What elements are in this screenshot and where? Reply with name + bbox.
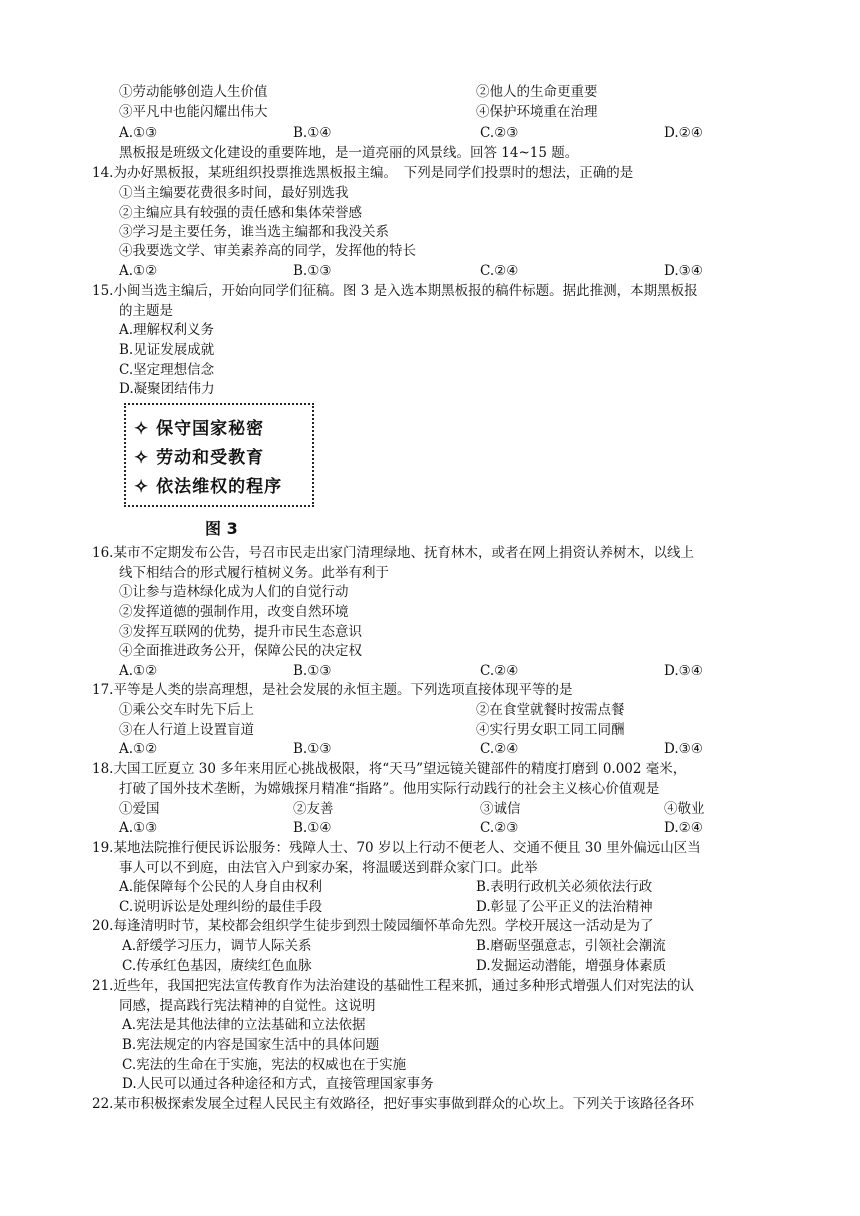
q21-stem-line1: 21.近些年，我国把宪法宣传教育作为法治建设的基础性工程来抓，通过多种形式增强人们对宪法的认: [92, 978, 694, 994]
q14-stem: 14.为办好黑板报，某班组织投票推选黑板报主编。 下列是同学们投票时的想法，正确的是: [92, 165, 634, 181]
q14-option-2: ②主编应具有较强的责任感和集体荣誉感: [119, 205, 362, 221]
q16-stem-line1: 16.某市不定期发布公告，号召市民走出家门清理绿地、抚育林木，或者在网上捐资认养树木，以线上: [92, 545, 694, 561]
q17-choice-d: D.③④: [664, 741, 703, 757]
q19-choice-d: D.彰显了公平正义的法治精神: [476, 899, 653, 915]
q17-option-3: ③在人行道上设置盲道: [119, 722, 254, 738]
q19-choice-b: B.表明行政机关必须依法行政: [476, 879, 653, 895]
q16-option-2: ②发挥道德的强制作用，改变自然环境: [119, 604, 349, 620]
q21-choice-c: C.宪法的生命在于实施，宪法的权威也在于实施: [122, 1057, 407, 1073]
q13-choice-d: D.②④: [664, 125, 703, 141]
q16-choice-d: D.③④: [664, 663, 703, 679]
figure-3-caption: 图 3: [205, 519, 238, 538]
q17-stem: 17.平等是人类的崇高理想，是社会发展的永恒主题。下列选项直接体现平等的是: [92, 682, 573, 698]
q19-choice-c: C.说明诉讼是处理纠纷的最佳手段: [119, 899, 323, 915]
q18-choice-c: C.②③: [480, 820, 519, 836]
q18-option-1: ①爱国: [119, 801, 160, 817]
q21-choice-d: D.人民可以通过各种途径和方式，直接管理国家事务: [122, 1076, 434, 1092]
q17-option-4: ④实行男女职工同工同酬: [476, 722, 625, 738]
q21-choice-a: A.宪法是其他法律的立法基础和立法依据: [122, 1017, 366, 1033]
q14-choice-d: D.③④: [664, 263, 703, 279]
q13-option-2: ②他人的生命更重要: [476, 84, 598, 100]
q13-choice-b: B.①④: [293, 125, 332, 141]
q21-stem-line2: 同感，提高践行宪法精神的自觉性。这说明: [119, 998, 376, 1014]
q20-stem: 20.每逢清明时节，某校都会组织学生徒步到烈士陵园缅怀革命先烈。学校开展这一活动是为了: [92, 918, 654, 934]
q21-choice-b: B.宪法规定的内容是国家生活中的具体问题: [122, 1037, 380, 1053]
q14-choice-b: B.①③: [293, 263, 332, 279]
figure-3-box: [124, 403, 314, 507]
q17-choice-a: A.①②: [119, 741, 158, 757]
q20-choice-d: D.发掘运动潜能，增强身体素质: [476, 958, 667, 974]
q18-stem-line2: 打破了国外技术垄断，为嫦娥探月精准“指路”。他用实际行动践行的社会主义核心价值观是: [119, 781, 660, 797]
q16-option-3: ③发挥互联网的优势，提升市民生态意识: [119, 624, 362, 640]
figure-3-item: ✧ 劳动和受教育: [134, 448, 265, 468]
q14-choice-a: A.①②: [119, 263, 158, 279]
q22-stem-line1: 22.某市积极探索发展全过程人民民主有效路径，把好事实事做到群众的心坎上。下列关于该路径各环: [92, 1096, 694, 1112]
q20-choice-b: B.磨砺坚强意志，引领社会潮流: [476, 938, 666, 954]
q15-choice-c: C.坚定理想信念: [119, 362, 215, 378]
q15-choice-a: A.理解权利义务: [119, 322, 215, 338]
q16-option-1: ①让参与造林绿化成为人们的自觉行动: [119, 584, 349, 600]
q14-option-3: ③学习是主要任务，谁当选主编都和我没关系: [119, 224, 389, 240]
q18-option-3: ③诚信: [480, 801, 521, 817]
q15-choice-b: B.见证发展成就: [119, 342, 215, 358]
q18-option-4: ④敬业: [664, 801, 705, 817]
q18-stem-line1: 18.大国工匠夏立 30 多年来用匠心挑战极限，将“天马”望远镜关键部件的精度打磨到 0.002 毫米，: [92, 761, 687, 777]
q13-option-3: ③平凡中也能闪耀出伟大: [119, 104, 268, 120]
figure-3-item: ✧ 保守国家秘密: [134, 419, 265, 439]
q17-option-2: ②在食堂就餐时按需点餐: [476, 702, 625, 718]
q13-choice-a: A.①③: [119, 125, 158, 141]
q14-option-1: ①当主编要花费很多时间，最好别选我: [119, 185, 349, 201]
q19-choice-a: A.能保障每个公民的人身自由权利: [119, 879, 323, 895]
q17-option-1: ①乘公交车时先下后上: [119, 702, 254, 718]
q17-choice-b: B.①③: [293, 741, 332, 757]
q18-option-2: ②友善: [293, 801, 334, 817]
q20-choice-a: A.舒缓学习压力，调节人际关系: [122, 938, 312, 954]
q16-choice-b: B.①③: [293, 663, 332, 679]
q14-choice-c: C.②④: [480, 263, 519, 279]
q19-stem-line2: 事人可以不到庭，由法官入户到家办案，将温暖送到群众家门口。此举: [119, 860, 538, 876]
q13-option-1: ①劳动能够创造人生价值: [119, 84, 268, 100]
q13-choice-c: C.②③: [480, 125, 519, 141]
q18-choice-d: D.②④: [664, 820, 703, 836]
intro-14-15: 黑板报是班级文化建设的重要阵地，是一道亮丽的风景线。回答 14~15 题。: [119, 145, 579, 161]
figure-3-item: ✧ 依法维权的程序: [134, 477, 283, 497]
q17-choice-c: C.②④: [480, 741, 519, 757]
q15-choice-d: D.凝聚团结伟力: [119, 381, 215, 397]
q16-choice-a: A.①②: [119, 663, 158, 679]
q16-option-4: ④全面推进政务公开，保障公民的决定权: [119, 643, 362, 659]
q18-choice-a: A.①③: [119, 820, 158, 836]
q15-stem-line1: 15.小闽当选主编后，开始向同学们征稿。图 3 是入选本期黑板报的稿件标题。据此推测，本期黑板报: [92, 283, 698, 299]
q18-choice-b: B.①④: [293, 820, 332, 836]
q15-stem-line2: 的主题是: [119, 303, 173, 319]
q13-option-4: ④保护环境重在治理: [476, 104, 598, 120]
q16-stem-line2: 线下相结合的形式履行植树义务。此举有利于: [119, 565, 389, 581]
q19-stem-line1: 19.某地法院推行便民诉讼服务：残障人士、70 岁以上行动不便老人、交通不便且 30 里外偏远山区当: [92, 840, 701, 856]
q16-choice-c: C.②④: [480, 663, 519, 679]
q14-option-4: ④我要选文学、审美素养高的同学，发挥他的特长: [119, 243, 416, 259]
q20-choice-c: C.传承红色基因，赓续红色血脉: [122, 958, 312, 974]
